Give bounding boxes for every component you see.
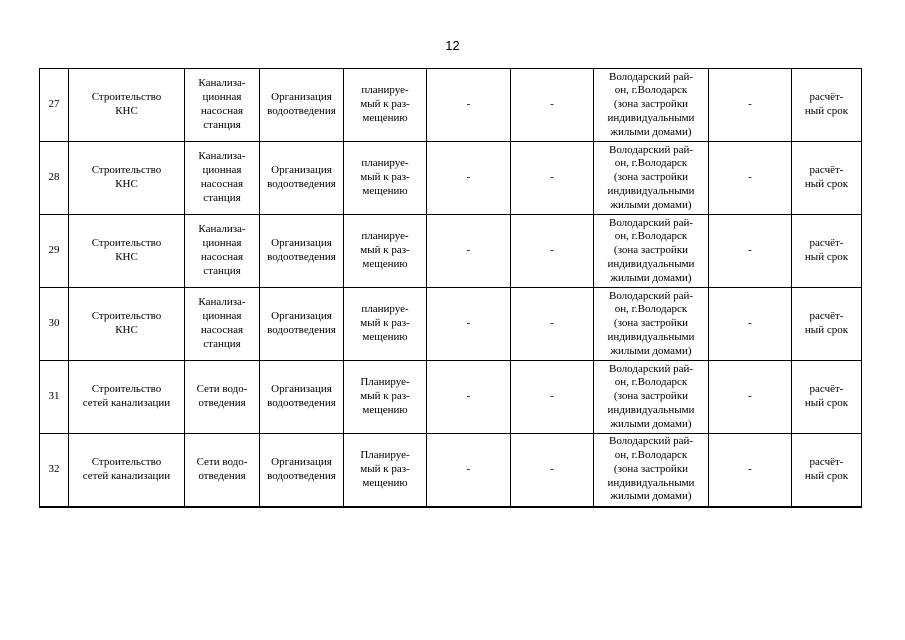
status-cell	[344, 142, 427, 215]
row-number-cell: 32	[40, 434, 69, 507]
cell-text-line: водоотведения	[267, 178, 336, 190]
location-cell	[594, 434, 709, 507]
cell-text-line: Канализа-	[198, 223, 246, 236]
cell-text-line: ционная	[202, 91, 242, 104]
cell-text-line: планируе-	[361, 157, 409, 170]
cell-text-line: мый к раз-	[360, 390, 410, 403]
empty-value-cell: -	[511, 69, 594, 142]
work-name-cell	[69, 361, 185, 434]
cell-text-line: Организация	[271, 455, 332, 468]
cell-text-line: (зона застройки	[613, 244, 689, 257]
cell-text-line: насосная	[200, 105, 244, 117]
cell-text-line: Канализа-	[198, 77, 246, 90]
cell-text-line: (зона застройки	[613, 390, 689, 403]
cell-text-line: ный срок	[804, 105, 849, 117]
cell-text-line: Организация	[271, 237, 332, 250]
planning-table	[39, 68, 862, 508]
cell-text-line: жилыми домами)	[610, 417, 692, 430]
cell-text-line: водоотведения	[267, 397, 336, 409]
object-type-cell	[185, 69, 260, 142]
table-row	[40, 288, 862, 361]
cell-text-line: он, г.Володарск	[614, 303, 688, 316]
empty-value-cell: -	[709, 69, 792, 142]
cell-text-line: индивидуальными	[607, 403, 695, 416]
cell-text-line: расчёт-	[809, 91, 844, 104]
cell-text-line: мый к раз-	[360, 462, 410, 475]
cell-text-line: мещению	[362, 111, 408, 124]
cell-text-line: водоотведения	[267, 251, 336, 263]
cell-text-line: расчёт-	[809, 237, 844, 250]
cell-text-line: Организация	[271, 310, 332, 323]
table-row	[40, 434, 862, 507]
cell-text-line: Строительство	[91, 164, 162, 177]
cell-text-line: (зона застройки	[613, 317, 689, 330]
cell-text-line: жилыми домами)	[610, 271, 692, 284]
term-cell	[792, 288, 862, 361]
cell-text-line: мещению	[362, 476, 408, 489]
cell-text-line: Канализа-	[198, 150, 246, 163]
purpose-cell	[260, 69, 344, 142]
cell-text-line: Планируе-	[360, 376, 410, 389]
cell-text-line: расчёт-	[809, 383, 844, 396]
location-cell	[594, 361, 709, 434]
empty-value-cell: -	[427, 69, 511, 142]
cell-text-line: отведения	[198, 469, 246, 482]
cell-text-line: водоотведения	[267, 324, 336, 336]
table-body	[40, 69, 862, 507]
purpose-cell	[260, 215, 344, 288]
purpose-cell	[260, 434, 344, 507]
cell-text-line: станция	[203, 191, 241, 204]
empty-value-cell: -	[511, 215, 594, 288]
cell-text-line: станция	[203, 337, 241, 350]
purpose-cell	[260, 142, 344, 215]
empty-value-cell: -	[427, 434, 511, 507]
work-name-cell	[69, 215, 185, 288]
cell-text-line: Строительство	[91, 91, 162, 104]
term-cell	[792, 142, 862, 215]
cell-text-line: индивидуальными	[607, 111, 695, 124]
empty-value-cell: -	[709, 288, 792, 361]
row-number-cell: 29	[40, 215, 69, 288]
cell-text-line: расчёт-	[809, 455, 844, 468]
cell-text-line: ный срок	[804, 469, 849, 482]
cell-text-line: ный срок	[804, 324, 849, 336]
cell-text-line: Канализа-	[198, 296, 246, 309]
cell-text-line: водоотведения	[267, 469, 336, 482]
cell-text-line: он, г.Володарск	[614, 157, 688, 170]
cell-text-line: Строительство	[91, 455, 162, 468]
cell-text-line: мый к раз-	[360, 98, 410, 111]
cell-text-line: водоотведения	[267, 105, 336, 117]
empty-value-cell: -	[427, 142, 511, 215]
work-name-cell	[69, 69, 185, 142]
empty-value-cell: -	[709, 142, 792, 215]
cell-text-line: мещению	[362, 330, 408, 343]
purpose-cell	[260, 288, 344, 361]
row-number-cell: 31	[40, 361, 69, 434]
object-type-cell	[185, 288, 260, 361]
term-cell	[792, 69, 862, 142]
cell-text-line: Строительство	[91, 310, 162, 323]
cell-text-line: насосная	[200, 251, 244, 263]
empty-value-cell: -	[427, 288, 511, 361]
object-type-cell	[185, 215, 260, 288]
cell-text-line: планируе-	[361, 230, 409, 243]
cell-text-line: КНС	[115, 178, 138, 190]
table-row	[40, 69, 862, 142]
row-number-cell: 28	[40, 142, 69, 215]
cell-text-line: Володарский рай-	[608, 362, 694, 375]
row-number-cell: 30	[40, 288, 69, 361]
cell-text-line: (зона застройки	[613, 462, 689, 475]
cell-text-line: Строительство	[91, 383, 162, 396]
empty-value-cell: -	[511, 434, 594, 507]
cell-text-line: планируе-	[361, 84, 409, 97]
cell-text-line: Организация	[271, 164, 332, 177]
cell-text-line: мый к раз-	[360, 244, 410, 257]
location-cell	[594, 69, 709, 142]
cell-text-line: расчёт-	[809, 164, 844, 177]
cell-text-line: сетей канализации	[82, 469, 171, 482]
cell-text-line: расчёт-	[809, 310, 844, 323]
cell-text-line: ный срок	[804, 251, 849, 263]
status-cell	[344, 288, 427, 361]
cell-text-line: Володарский рай-	[608, 435, 694, 448]
cell-text-line: Планируе-	[360, 449, 410, 462]
status-cell	[344, 69, 427, 142]
term-cell	[792, 434, 862, 507]
cell-text-line: насосная	[200, 324, 244, 336]
object-type-cell	[185, 434, 260, 507]
cell-text-line: жилыми домами)	[610, 198, 692, 211]
cell-text-line: мещению	[362, 257, 408, 270]
location-cell	[594, 215, 709, 288]
cell-text-line: КНС	[115, 105, 138, 117]
status-cell	[344, 361, 427, 434]
empty-value-cell: -	[709, 434, 792, 507]
empty-value-cell: -	[511, 288, 594, 361]
cell-text-line: он, г.Володарск	[614, 449, 688, 462]
cell-text-line: он, г.Володарск	[614, 230, 688, 243]
cell-text-line: ционная	[202, 237, 242, 250]
empty-value-cell: -	[427, 361, 511, 434]
location-cell	[594, 288, 709, 361]
row-number-cell: 27	[40, 69, 69, 142]
table-row	[40, 361, 862, 434]
cell-text-line: жилыми домами)	[610, 490, 692, 503]
table-row	[40, 215, 862, 288]
cell-text-line: ный срок	[804, 178, 849, 190]
cell-text-line: сетей канализации	[82, 397, 171, 409]
cell-text-line: отведения	[198, 397, 246, 409]
empty-value-cell: -	[511, 142, 594, 215]
cell-text-line: насосная	[200, 178, 244, 190]
cell-text-line: индивидуальными	[607, 257, 695, 270]
cell-text-line: мый к раз-	[360, 171, 410, 184]
empty-value-cell: -	[709, 215, 792, 288]
cell-text-line: Сети водо-	[196, 455, 248, 468]
cell-text-line: он, г.Володарск	[614, 84, 688, 97]
work-name-cell	[69, 142, 185, 215]
work-name-cell	[69, 288, 185, 361]
cell-text-line: станция	[203, 118, 241, 131]
page-number: 12	[445, 38, 460, 53]
work-name-cell	[69, 434, 185, 507]
term-cell	[792, 215, 862, 288]
purpose-cell	[260, 361, 344, 434]
cell-text-line: (зона застройки	[613, 98, 689, 111]
cell-text-line: ционная	[202, 164, 242, 177]
empty-value-cell: -	[511, 361, 594, 434]
cell-text-line: мый к раз-	[360, 317, 410, 330]
cell-text-line: Володарский рай-	[608, 216, 694, 229]
status-cell	[344, 434, 427, 507]
object-type-cell	[185, 361, 260, 434]
cell-text-line: Володарский рай-	[608, 289, 694, 302]
object-type-cell	[185, 142, 260, 215]
table-row	[40, 142, 862, 215]
cell-text-line: ционная	[202, 310, 242, 323]
empty-value-cell: -	[427, 215, 511, 288]
cell-text-line: Володарский рай-	[608, 70, 694, 83]
cell-text-line: Сети водо-	[196, 383, 248, 396]
location-cell	[594, 142, 709, 215]
cell-text-line: он, г.Володарск	[614, 376, 688, 389]
cell-text-line: Строительство	[91, 237, 162, 250]
cell-text-line: мещению	[362, 184, 408, 197]
cell-text-line: Организация	[271, 91, 332, 104]
cell-text-line: мещению	[362, 403, 408, 416]
cell-text-line: ный срок	[804, 397, 849, 409]
cell-text-line: (зона застройки	[613, 171, 689, 184]
cell-text-line: станция	[203, 264, 241, 277]
cell-text-line: индивидуальными	[607, 330, 695, 343]
term-cell	[792, 361, 862, 434]
cell-text-line: индивидуальными	[607, 184, 695, 197]
cell-text-line: жилыми домами)	[610, 344, 692, 357]
cell-text-line: КНС	[115, 324, 138, 336]
empty-value-cell: -	[709, 361, 792, 434]
cell-text-line: жилыми домами)	[610, 125, 692, 138]
cell-text-line: Володарский рай-	[608, 143, 694, 156]
cell-text-line: индивидуальными	[607, 476, 695, 489]
cell-text-line: КНС	[115, 251, 138, 263]
cell-text-line: планируе-	[361, 303, 409, 316]
cell-text-line: Организация	[271, 383, 332, 396]
status-cell	[344, 215, 427, 288]
